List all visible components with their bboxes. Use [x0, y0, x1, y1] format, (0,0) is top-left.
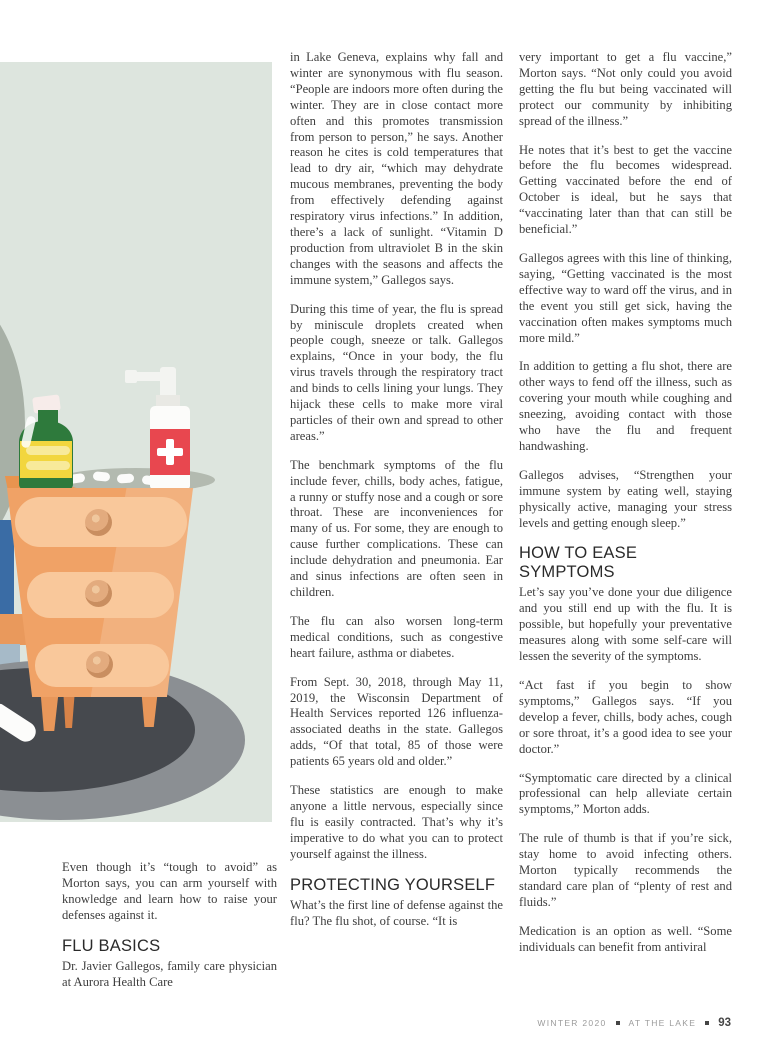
footer-separator-square	[705, 1021, 709, 1025]
drawer-knob	[85, 580, 112, 607]
drawer-knob	[85, 509, 112, 536]
paragraph: He notes that it’s best to get the vaccine before the flu becomes widespread. Getting vaccinated before the end of October is ideal, but he says that “vaccinating later than that can still be beneficial.”	[519, 142, 732, 237]
section-heading-flu-basics: FLU BASICS	[62, 936, 161, 955]
paragraph: Medication is an option as well. “Some individuals can benefit from antiviral	[519, 923, 732, 954]
syrup-label-stripe	[26, 446, 70, 455]
medical-cross-icon	[157, 448, 183, 456]
paragraph: “Symptomatic care directed by a clinical professional can help alleviate certain symptoms,” Morton adds.	[519, 770, 732, 817]
medicine-nightstand-illustration	[0, 62, 272, 822]
paragraph: The benchmark symptoms of the flu include fever, chills, body aches, fatigue, a runny or stuffy nose and a cough or sore throat. These are inconveniences for many of us. For some, they are enough to cause further complications. These can include dehydration and pneumonia. Ear and sinus infections are often seen in children.	[290, 457, 503, 599]
article-column-left	[62, 860, 277, 998]
bed-shape	[0, 520, 14, 615]
paragraph: Dr. Javier Gallegos, family care physician at Aurora Health Care	[62, 958, 277, 989]
page-footer	[537, 1017, 731, 1029]
section-heading-how-to-ease-symptoms: HOW TO EASE SYMPTOMS	[519, 544, 638, 582]
section-heading-protecting-yourself: PROTECTING YOURSELF	[290, 875, 496, 894]
paragraph: The flu can also worsen long-term medical conditions, such as congestive heart failure, asthma or diabetes.	[290, 613, 503, 660]
paragraph: These statistics are enough to make anyone a little nervous, especially since flu is easily contracted. That’s why it’s imperative to do what you can to protect yourself against the illness.	[290, 783, 503, 861]
article-column-middle	[290, 50, 503, 997]
syrup-label-stripe	[26, 461, 70, 470]
paragraph: What’s the first line of defense against the flu? The flu shot, of course. “It is	[290, 897, 503, 928]
pill	[93, 471, 111, 481]
footer-publication: AT THE LAKE	[628, 1018, 697, 1028]
paragraph: “Act fast if you begin to show symptoms,” Gallegos says. “If you develop a fever, chills, body aches, cough or sore throat, it’s a good idea to see your doctor.”	[519, 678, 732, 756]
page-number: 93	[718, 1017, 731, 1029]
paragraph: Gallegos advises, “Strengthen your immune system by eating well, staying physically active, managing your stress levels and getting enough sleep.”	[519, 467, 732, 530]
pill	[117, 473, 135, 483]
paragraph: very important to get a flu vaccine,” Morton says. “Not only could you avoid getting the flu but being vaccinated will protect our community by inhibiting spread of the illness.”	[519, 50, 732, 128]
drawer-knob	[86, 651, 113, 678]
paragraph: in Lake Geneva, explains why fall and winter are synonymous with flu season. “People are indoors more often during the winter. They are in close contact more often and this promotes transmission from person to person,” he says. Another reason he cites is cold temperatures that lead to dry air, “which may dehydrate mucous membranes, preventing the body from effectively defending against respiratory virus infections.” In addition, there’s a lack of sunlight. “Vitamin D production from ultraviolet B in the skin changes with the seasons and affects the immune system,” Gallegos says.	[290, 50, 503, 287]
paragraph: In addition to getting a flu shot, there are other ways to fend off the illness, such as covering your mouth while coughing and sneezing, avoiding contact with those who have the flu and frequent handwashing.	[519, 359, 732, 453]
paragraph: The rule of thumb is that if you’re sick, stay home to avoid infecting others. Morton typically recommends the standard care plan of “plenty of rest and fluids.”	[519, 831, 732, 909]
footer-separator-square	[616, 1021, 620, 1025]
paragraph: During this time of year, the flu is spread by miniscule droplets created when people cough, sneeze or talk. Gallegos explains, “Once in your body, the flu virus travels through the respiratory tract and binds to cells lining your lungs. They hijack these cells to make more viral particles of their own and spread to other areas.”	[290, 301, 503, 443]
footer-issue: WINTER 2020	[537, 1018, 607, 1028]
paragraph: Let’s say you’ve done your due diligence and you still end up with the flu. It is possible, but hopefully your preventative measures along with some self-care will lessen the severity of the symptoms.	[519, 585, 732, 664]
paragraph: Gallegos agrees with this line of thinking, saying, “Getting vaccinated is the most effective way to ward off the virus, and in the event you still get sick, having the vaccination often makes symptoms much more mild.”	[519, 250, 732, 345]
paragraph: Even though it’s “tough to avoid” as Morton says, you can arm yourself with knowledge and learn how to raise your defenses against it.	[62, 860, 277, 922]
article-column-right	[519, 50, 732, 997]
paragraph: From Sept. 30, 2018, through May 11, 2019, the Wisconsin Department of Health Services reported 126 influenza-associated deaths in the state. Gallegos adds, “Of that total, 85 of those were patients 65 years old and older.”	[290, 674, 503, 769]
